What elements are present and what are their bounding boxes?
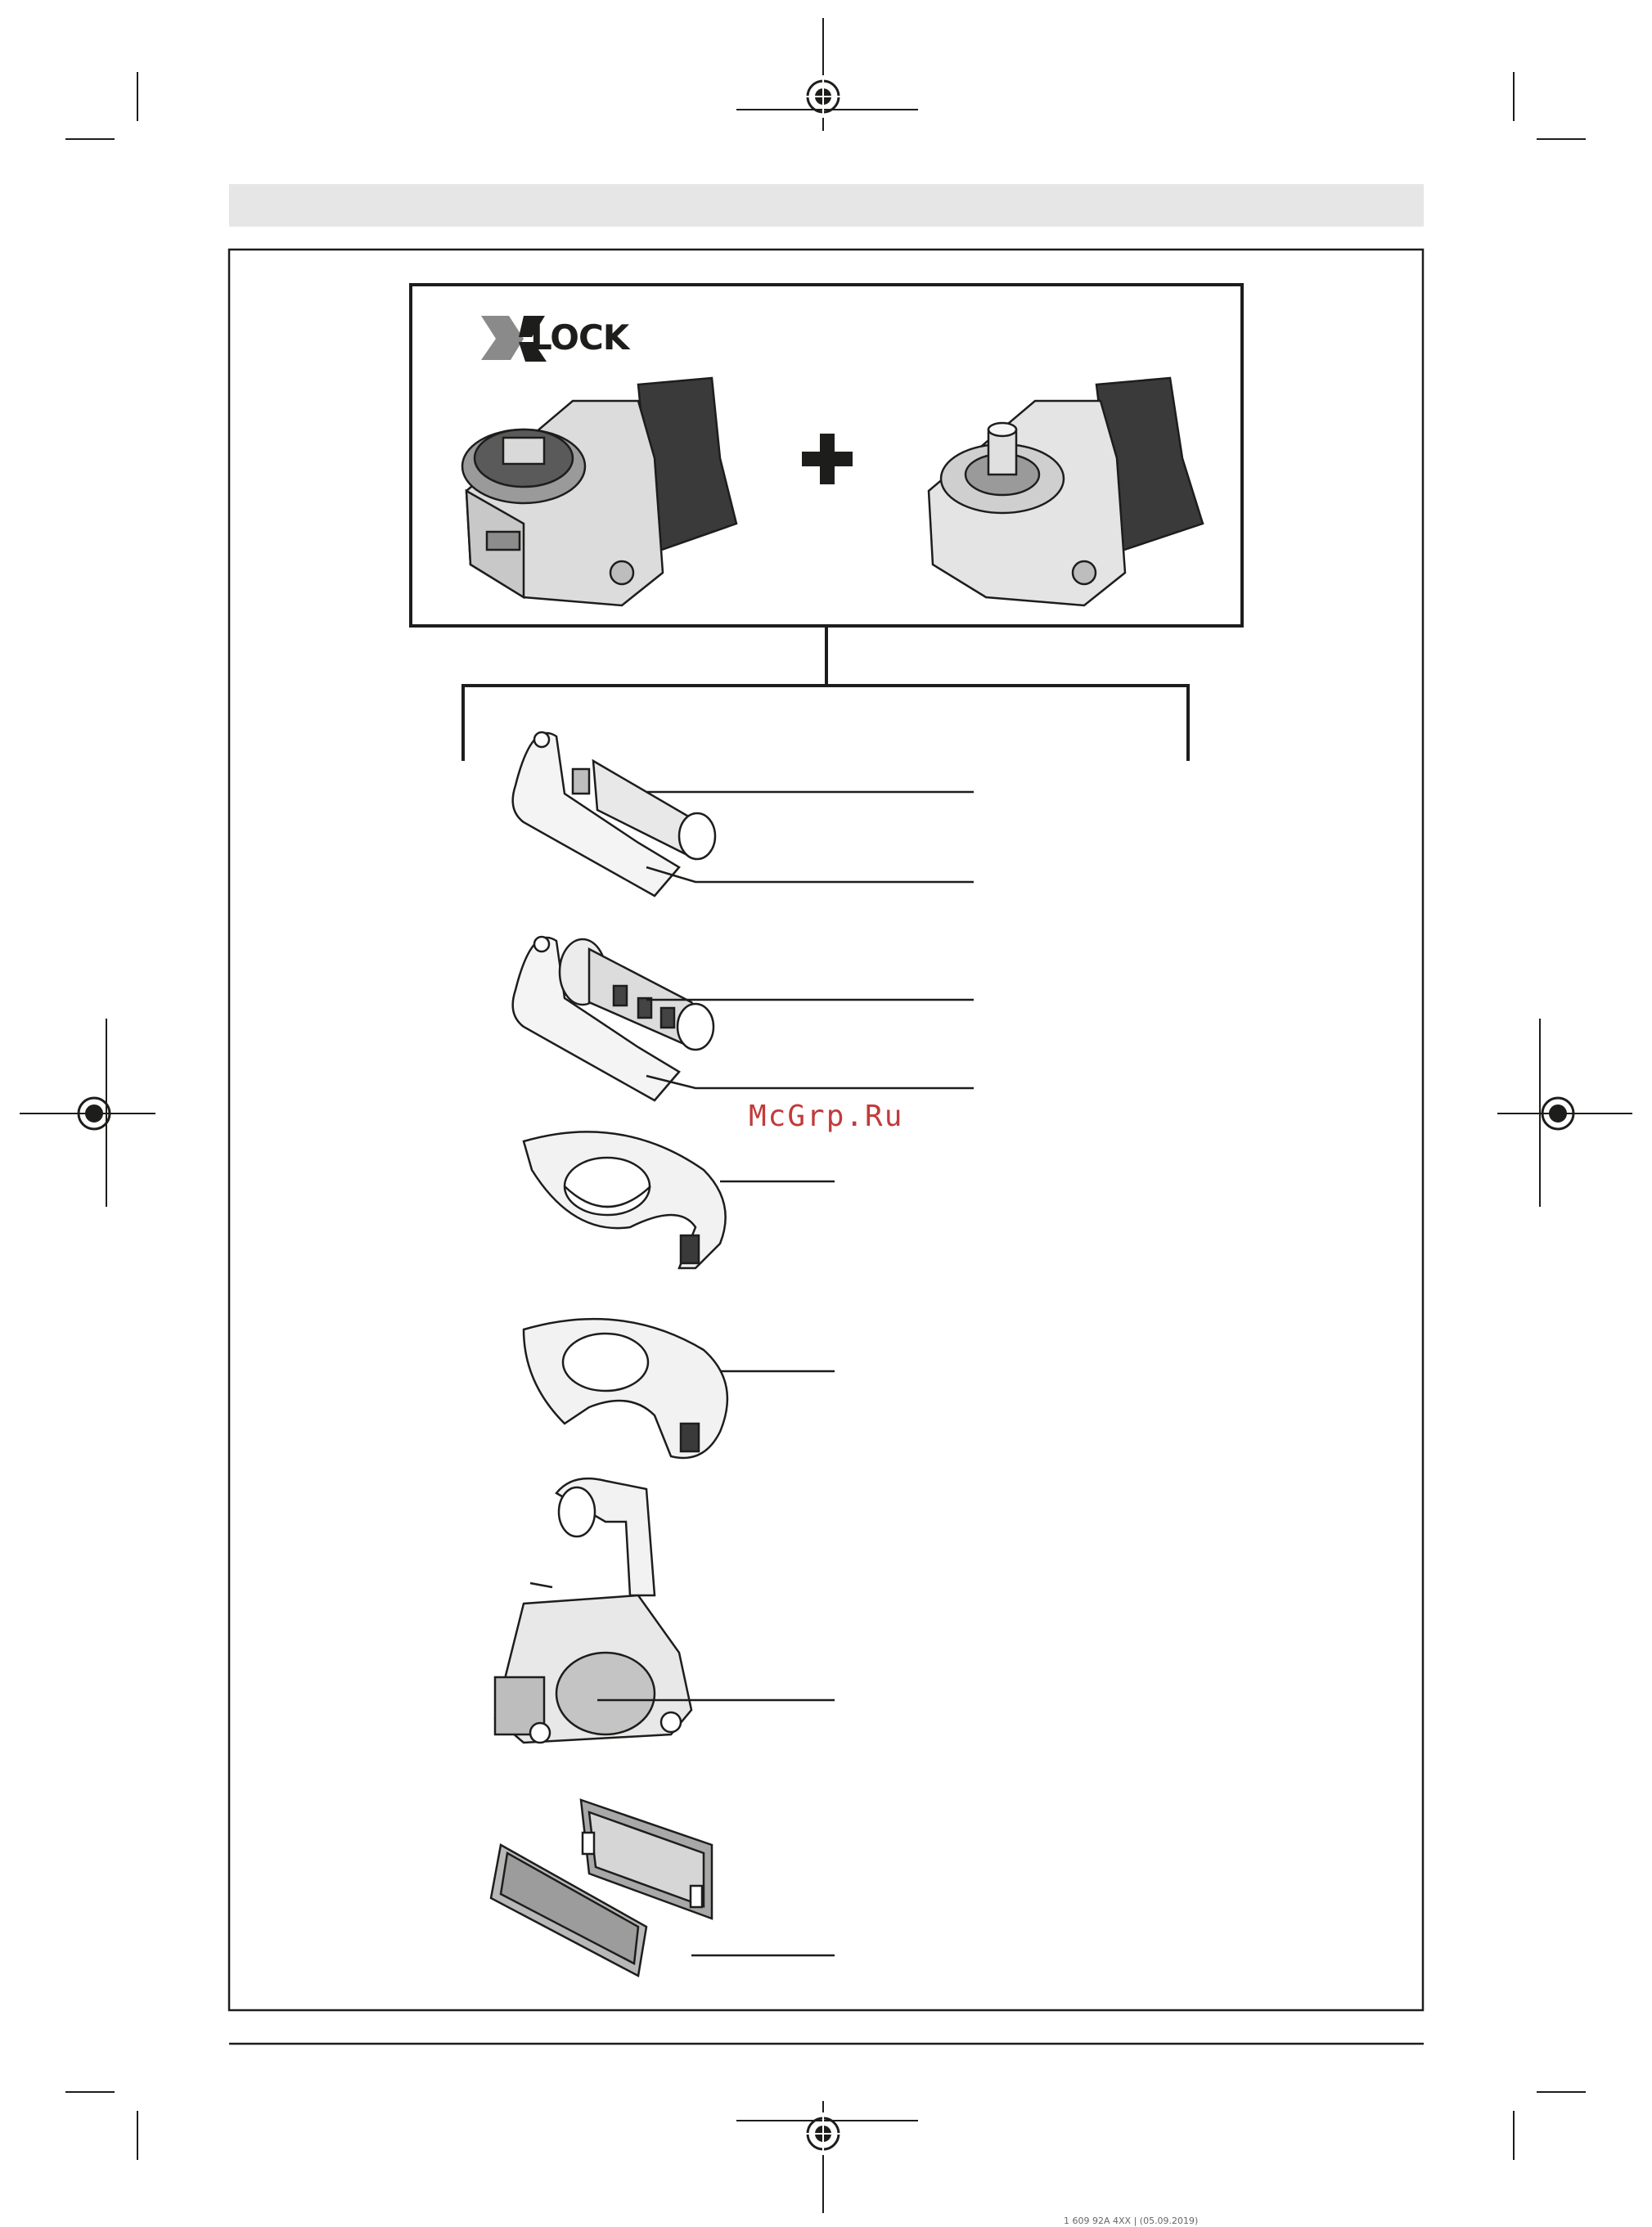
registration-mark-top: [802, 75, 844, 118]
watermark-text: McGrp.Ru: [749, 1100, 904, 1133]
side-handle-icon: [513, 732, 715, 896]
cutting-guard-icon: [524, 1319, 727, 1458]
plus-icon: [802, 434, 853, 484]
connector-tree: [463, 626, 1188, 761]
dust-filter-icon: [491, 1800, 712, 1976]
grinder-head-xlock-icon: [462, 378, 736, 605]
grinder-head-spindle-icon: [929, 378, 1203, 605]
registration-mark-bottom: [802, 2112, 844, 2155]
print-footer: 1 609 92A 4XX | (05.09.2019): [1064, 2216, 1199, 2226]
xlock-wordmark: LOCK: [530, 317, 629, 358]
grinding-guard-icon: [524, 1131, 726, 1268]
extraction-hood-icon: [495, 1478, 691, 1743]
registration-mark-right: [1497, 1019, 1632, 1207]
vibration-handle-icon: [513, 937, 713, 1100]
registration-mark-left: [20, 1019, 155, 1207]
crop-marks-top: [65, 18, 1586, 139]
crop-marks-bottom: [65, 2092, 1586, 2213]
header-bar: [229, 184, 1424, 227]
